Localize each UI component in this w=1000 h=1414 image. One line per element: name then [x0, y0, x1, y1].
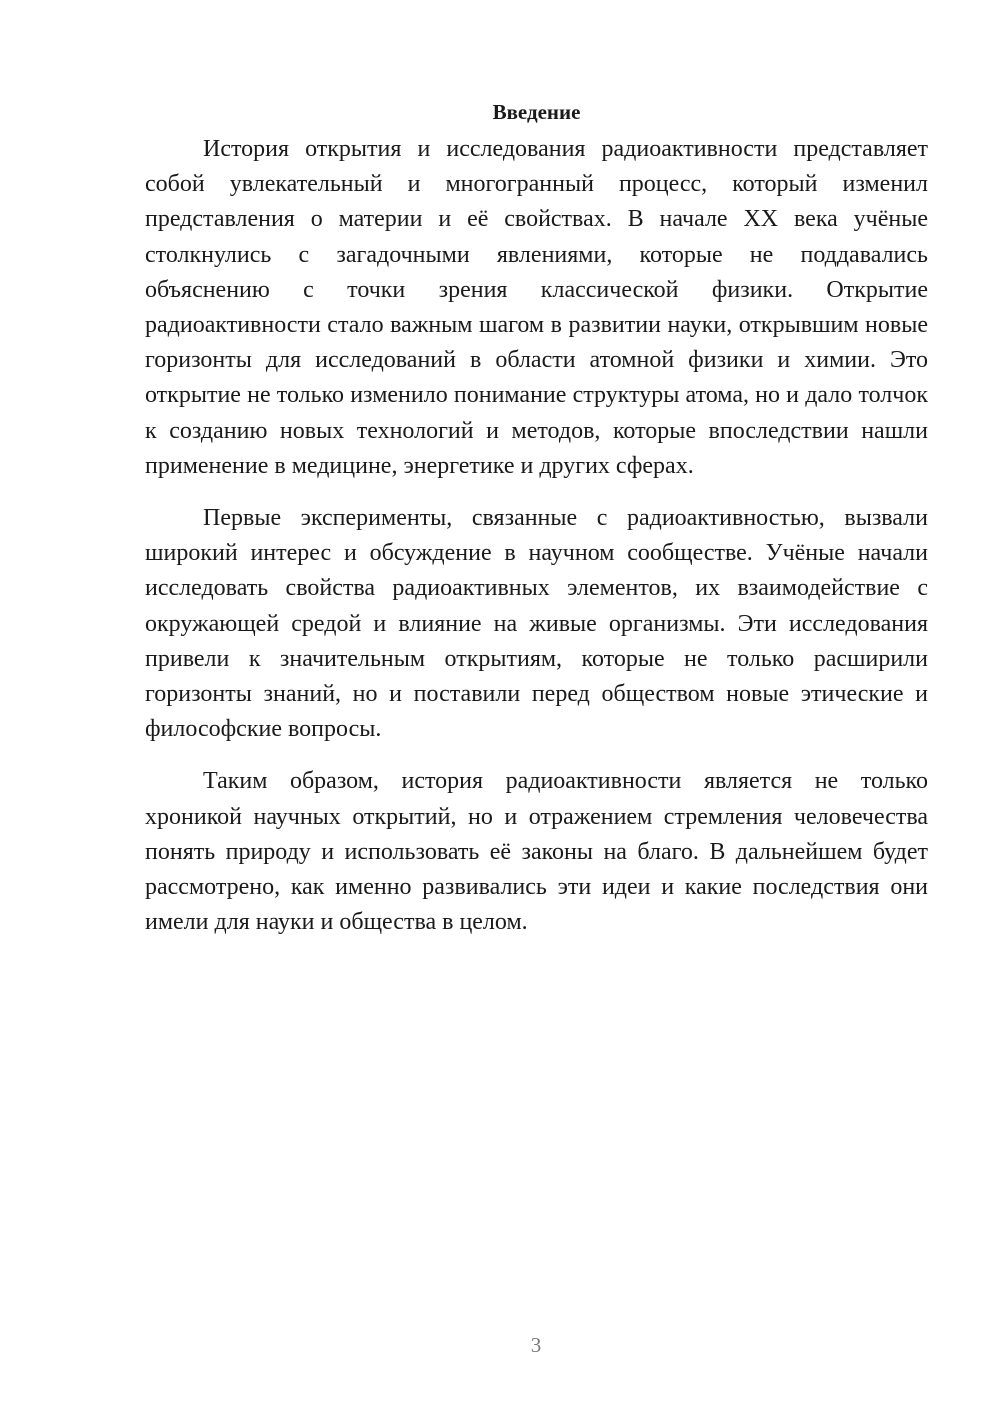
paragraph-2: Первые эксперименты, связанные с радиоактивностью, вызвали широкий интерес и обсуждение в научном сообществе. Учёные начали исследовать свойства радиоактивных элементов, их взаимодействие с окружающей средой и влияние на живые организмы. Эти исследования привели к значительным открытиям, которые не только расширили горизонты знаний, но и поставили перед обществом новые этические и философские вопросы.: [145, 505, 928, 743]
paragraph-3: Таким образом, история радиоактивности является не только хроникой научных открытий, но и отражением стремления человечества понять природу и использовать её законы на благо. В дальнейшем будет рассмотрено, как именно развивались эти идеи и какие последствия они имели для науки и общества в целом.: [145, 768, 928, 936]
page-content: [145, 92, 928, 940]
paragraph-1: История открытия и исследования радиоактивности представляет собой увлекательный и многогранный процесс, который изменил представления о материи и её свойствах. В начале XX века учёные столкнулись с загадочными явлениями, которые не поддавались объяснению с точки зрения классической физики. Открытие радиоактивности стало важным шагом в развитии науки, открывшим новые горизонты для исследований в области атомной физики и химии. Это открытие не только изменило понимание структуры атома, но и дало толчок к созданию новых технологий и методов, которые впоследствии нашли применение в медицине, энергетике и других сферах.: [145, 136, 928, 479]
page-number: 3: [530, 1333, 542, 1357]
section-heading: Введение: [492, 100, 581, 124]
